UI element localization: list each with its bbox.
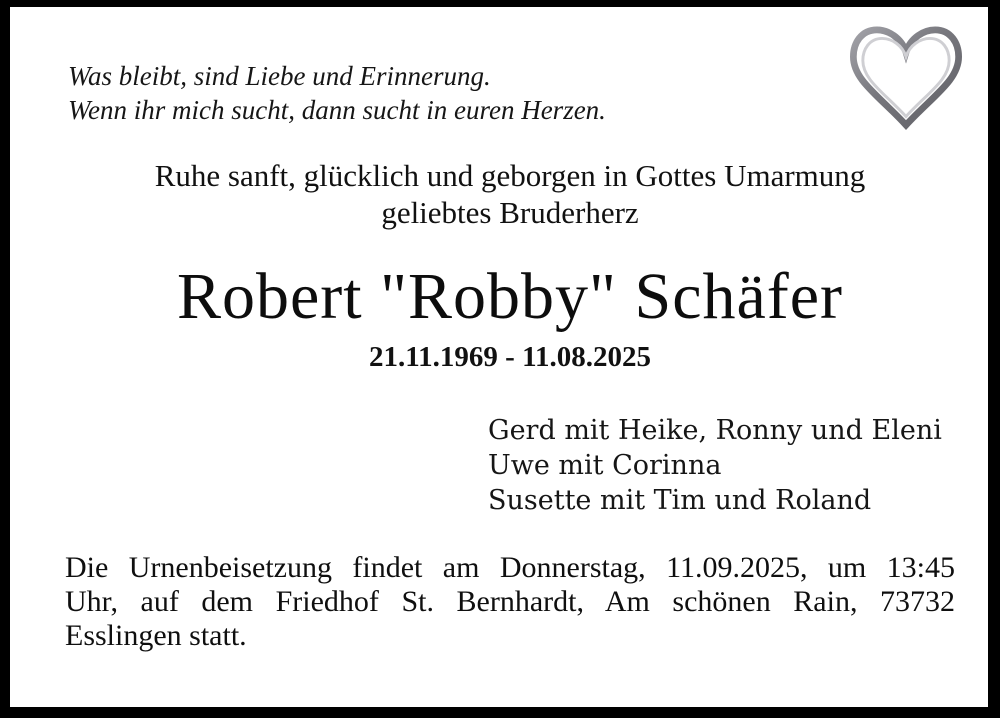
funeral-line-3: Esslingen statt. bbox=[65, 619, 247, 652]
mourner-line: Susette mit Tim und Roland bbox=[488, 485, 872, 516]
funeral-line-1: Die Urnenbeisetzung findet am Donnerstag, 11.09.2025, um 13:45 bbox=[65, 551, 955, 584]
funeral-details bbox=[65, 551, 955, 653]
mourner-line: Uwe mit Corinna bbox=[488, 450, 722, 481]
condolence-lines bbox=[10, 157, 1000, 231]
epigraph bbox=[68, 59, 606, 127]
condolence-line-1: Ruhe sanft, glücklich und geborgen in Gottes Umarmung bbox=[154, 158, 866, 193]
funeral-line-2: Uhr, auf dem Friedhof St. Bernhardt, Am schönen Rain, 73732 bbox=[65, 585, 955, 618]
heart-icon bbox=[850, 25, 962, 131]
mourners-list bbox=[488, 413, 942, 518]
deceased-name: Robert "Robby" Schäfer bbox=[176, 260, 844, 333]
life-dates: 21.11.1969 - 11.08.2025 bbox=[369, 341, 651, 373]
epigraph-line-2: Wenn ihr mich sucht, dann sucht in euren Herzen. bbox=[68, 95, 606, 125]
condolence-line-2: geliebtes Bruderherz bbox=[381, 195, 639, 230]
mourner-line: Gerd mit Heike, Ronny und Eleni bbox=[488, 415, 942, 446]
epigraph-line-1: Was bleibt, sind Liebe und Erinnerung. bbox=[68, 61, 491, 91]
obituary-card bbox=[10, 7, 988, 707]
